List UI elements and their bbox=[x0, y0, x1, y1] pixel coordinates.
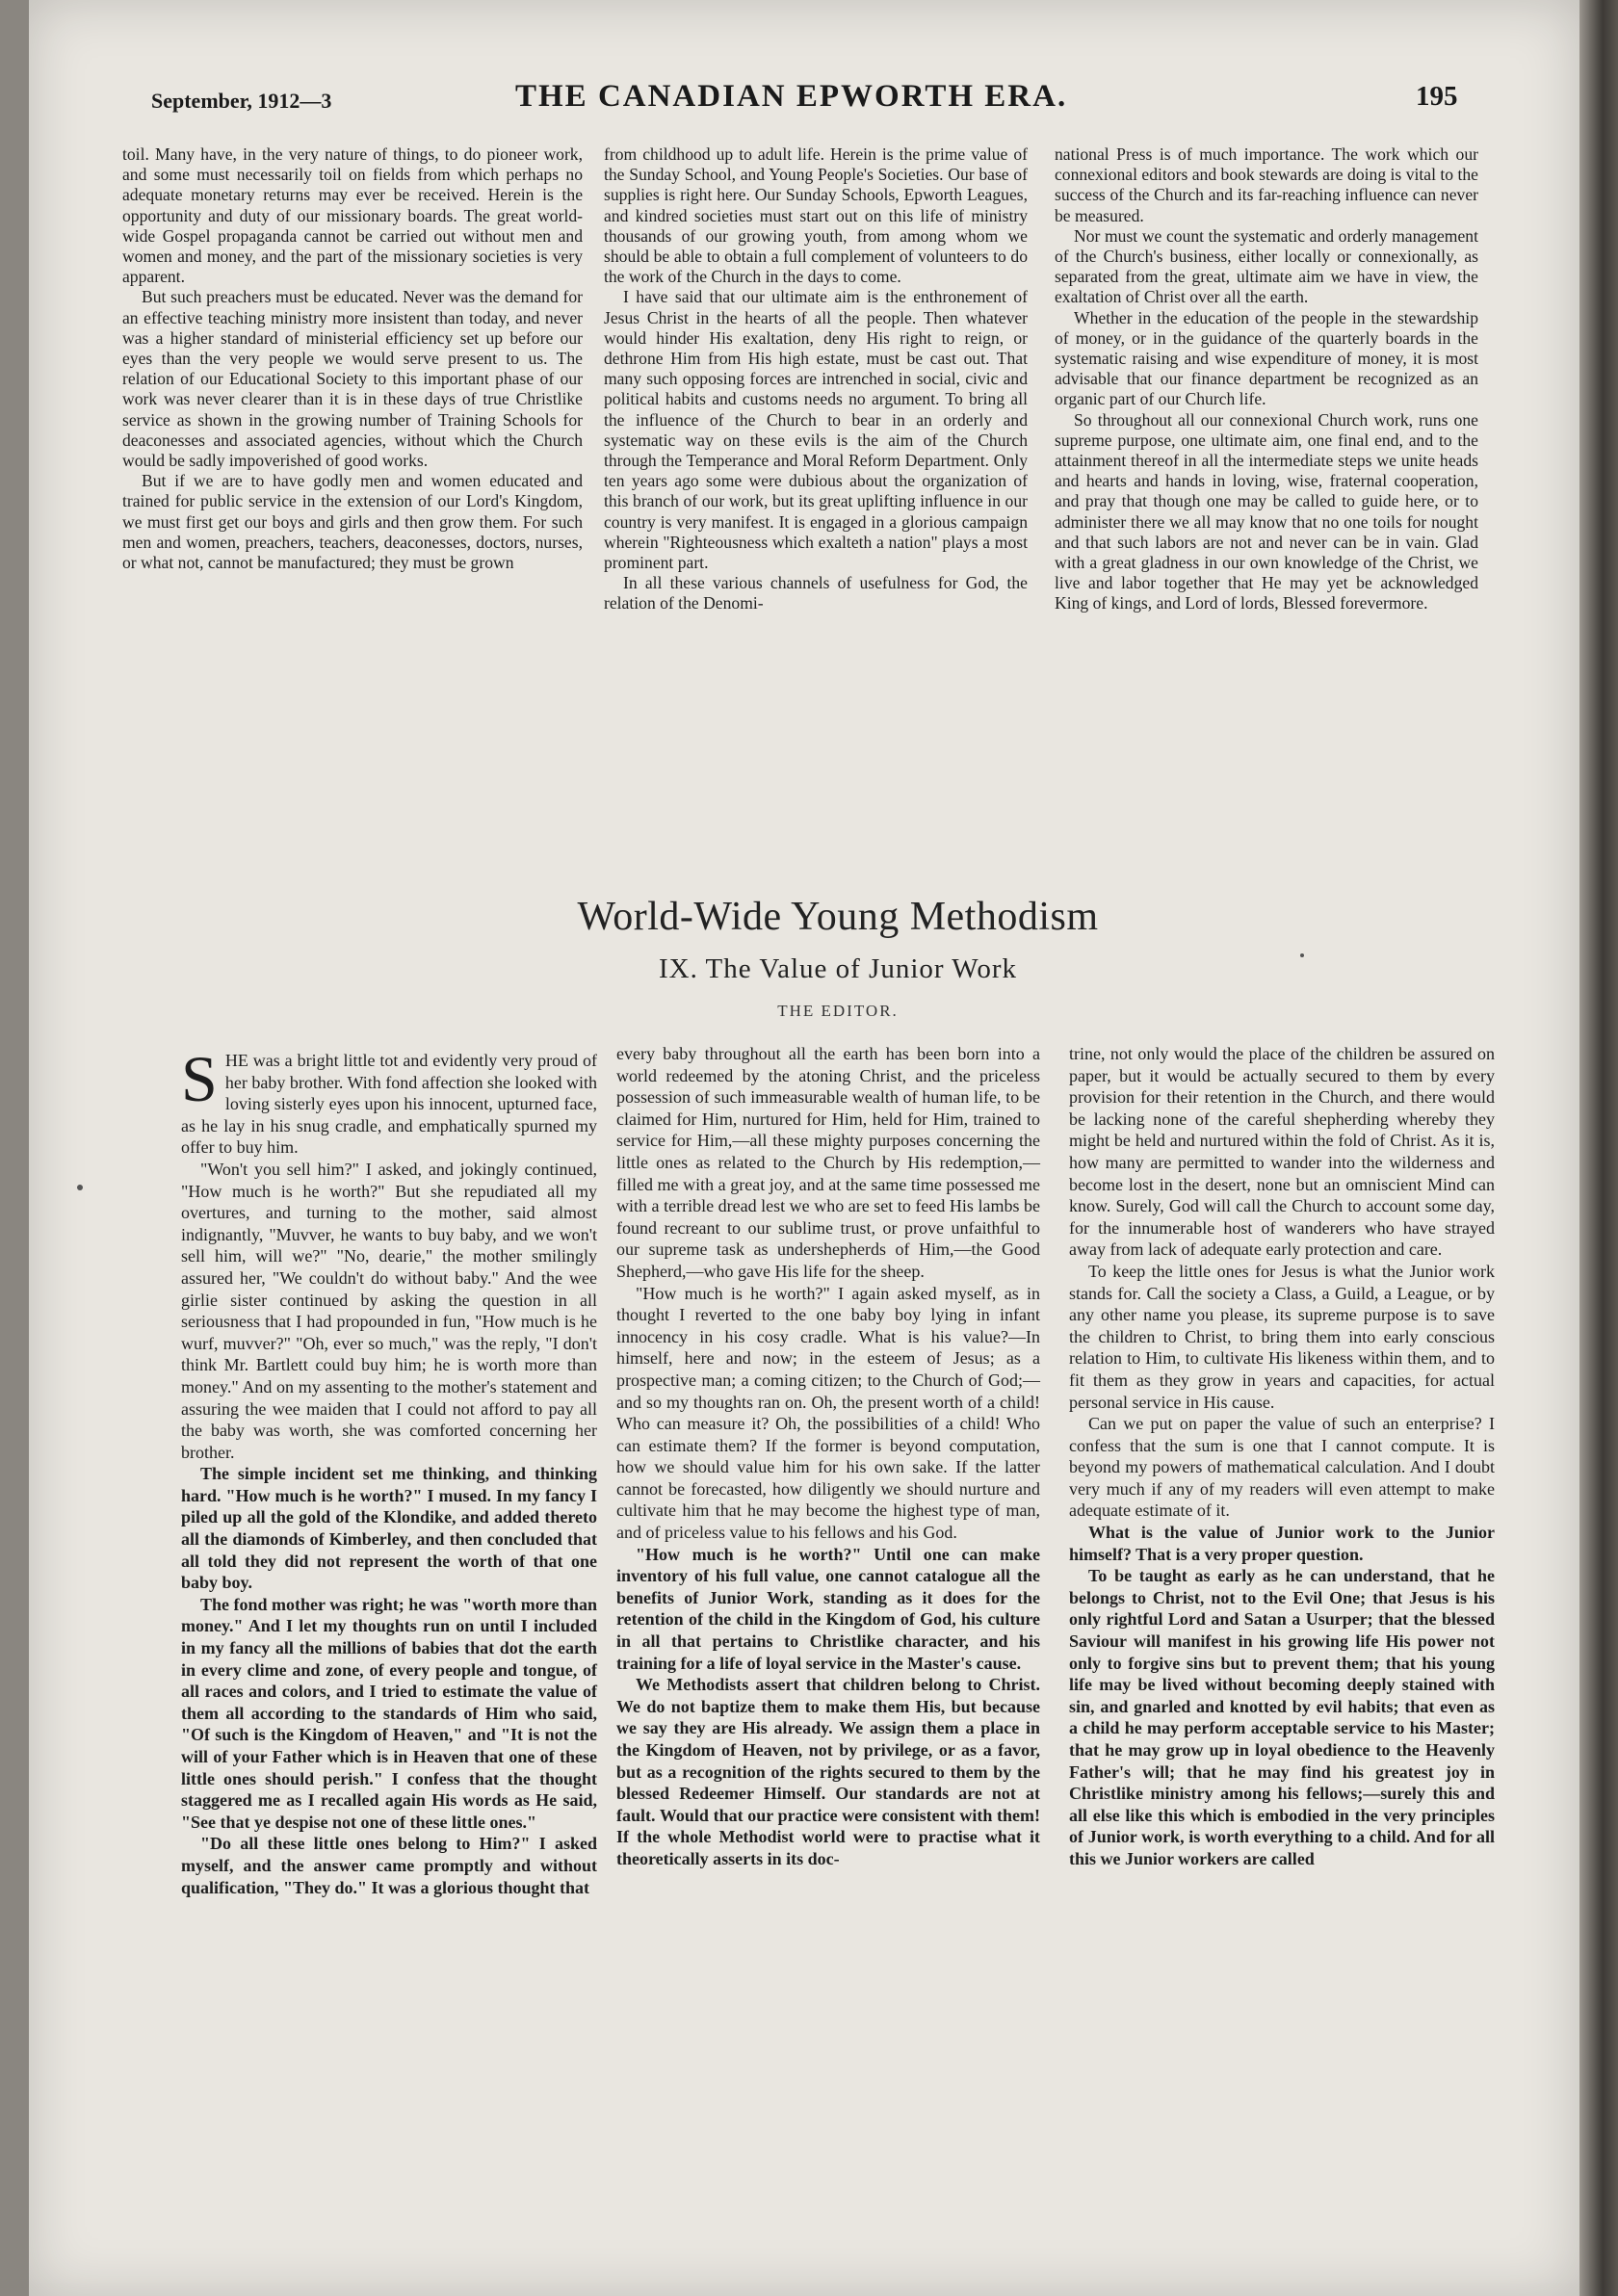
print-speck bbox=[1300, 953, 1304, 957]
paragraph: trine, not only would the place of the children be assured on paper, but it would be actually secured to them by every provision for their retention in the Church, and there would be lacking none of the careful shepherding whereby they might be held and nurtured within the fold of Christ. As it is, how many are permitted to wander into the wilderness and become lost in the desert, none but an omniscient Mind can know. Surely, God will call the Church to account some day, for the innumerable host of wanderers who have strayed away from lack of adequate early protection and care. bbox=[1069, 1044, 1495, 1260]
top-column-1 bbox=[122, 144, 583, 573]
paragraph: national Press is of much importance. The work which our connexional editors and book stewards are doing is vital to the success of the Church and its far-reaching influence can never be measured. bbox=[1055, 144, 1478, 225]
paragraph: "Do all these little ones belong to Him?" I asked myself, and the answer came promptly and without qualification, "They do." It was a glorious thought that bbox=[181, 1834, 597, 1897]
paragraph: What is the value of Junior work to the Junior himself? That is a very proper question. bbox=[1069, 1523, 1495, 1564]
paragraph: To be taught as early as he can understand, that he belongs to Christ, not to the Evil One; that Jesus is his only rightful Lord and Satan a Usurper; that the blessed Saviour will manifest in his growing life His power not only to forgive sins but to prevent them; that his young life may be lived without becoming deeply stained with sin, and gnarled and knotted by evil habits; that even as a child he may perform acceptable service to his Master; that he may grow up in loyal obedience to the Heavenly Father's will; that he may find his greatest joy in Christlike ministry among his fellows;—surely this and all else like this which is embodied in the very principles of Junior work, is worth everything to a child. And for all this we Junior workers are called bbox=[1069, 1566, 1495, 1868]
paragraph: Whether in the education of the people in the stewardship of money, or in the guidance of the quarterly boards in the systematic raising and wise expenditure of money, it is most advisable that our finance department be recognized as an organic part of our Church life. bbox=[1055, 307, 1478, 409]
paragraph: But such preachers must be educated. Never was the demand for an effective teaching ministry more insistent than today, and never was a higher standard of ministerial efficiency set up before our eyes than the very people we would serve present to us. The relation of our Educational Society to this important phase of our work was never clearer than it is in these days of true Christlike service as shown in the growing number of Training Schools for deaconesses and associated agencies, without which the Church would be sadly impoverished of good works. bbox=[122, 287, 583, 471]
paragraph: The simple incident set me thinking, and thinking hard. "How much is he worth?" I mused. In my fancy I piled up all the gold of the Klondike, and added thereto all the diamonds of Kimberley, and then concluded that all told they did not represent the worth of that one baby boy. bbox=[181, 1464, 597, 1593]
top-column-3 bbox=[1055, 144, 1478, 614]
paragraph: from childhood up to adult life. Herein is the prime value of the Sunday School, and Young People's Societies. Our base of supplies is right here. Our Sunday Schools, Epworth Leagues, and kindred societies must start out on this life of ministry thousands of our growing youth, from among whom we should be able to obtain a full complement of volunteers to do the work of the Church in the days to come. bbox=[604, 144, 1028, 287]
top-column-2 bbox=[604, 144, 1028, 614]
paragraph: But if we are to have godly men and women educated and trained for public service in the extension of our Lord's Kingdom, we must first get our boys and girls and then grow them. For such men and women, preachers, teachers, deaconesses, doctors, nurses, or what not, cannot be manufactured; they must be grown bbox=[122, 471, 583, 573]
page-number: 195 bbox=[1416, 81, 1458, 112]
paragraph: To keep the little ones for Jesus is what the Junior work stands for. Call the society a Class, a Guild, a League, or by any other name you please, its supreme purpose is to save the children to Christ, to bring them into early conscious relation to Him, to cultivate His likeness within them, and to fit them as they grow in years and capacities, for actual personal service in His cause. bbox=[1069, 1261, 1495, 1412]
article-title: World-Wide Young Methodism bbox=[577, 895, 1099, 939]
paragraph: "How much is he worth?" Until one can make inventory of his full value, one cannot catalogue all the benefits of Junior Work, standing as it does for the retention of the child in the Kingdom of God, his culture in all that pertains to Christlike character, and his training for a life of loyal service in the Master's cause. bbox=[616, 1544, 1040, 1673]
print-speck bbox=[77, 1185, 83, 1190]
paragraph: Nor must we count the systematic and orderly management of the Church's business, either locally or connexionally, as separated from the great, ultimate aim we have in view, the exaltation of Christ over all the earth. bbox=[1055, 225, 1478, 307]
paragraph: Can we put on paper the value of such an enterprise? I confess that the sum is one that I cannot compute. It is beyond my powers of mathematical calculation. And I doubt very much if any of my readers will even attempt to make adequate estimate of it. bbox=[1069, 1414, 1495, 1521]
paragraph: every baby throughout all the earth has been born into a world redeemed by the atoning Christ, and the priceless possession of such immeasurable wealth of human life, to be claimed for Him, nurtured for Him, held for Him, trained to service for Him,—all these mighty purposes concerning the little ones as related to the Church by His redemption,—filled me with a great joy, and at the same time possessed me with a terrible dread lest we who are set to feed His lambs be found recreant to our sublime trust, or prove unfaithful to our supreme task as undershepherds of Him,—the Good Shepherd,—who gave His life for the sheep. bbox=[616, 1044, 1040, 1281]
article-column-1 bbox=[181, 1042, 597, 1898]
paragraph: toil. Many have, in the very nature of things, to do pioneer work, and some must necessarily toil on fields from which perhaps no adequate monetary returns may ever be received. Herein is the opportunity and duty of our missionary boards. The great world-wide Gospel propaganda cannot be carried out without men and women and money, and the part of the missionary societies is very apparent. bbox=[122, 144, 583, 287]
drop-cap: S bbox=[181, 1042, 218, 1115]
article-subtitle: IX. The Value of Junior Work bbox=[658, 953, 1017, 984]
running-header bbox=[120, 79, 1469, 127]
paragraph: We Methodists assert that children belong to Christ. We do not baptize them to make them His, but because we say they are His already. We assign them a place in the Kingdom of Heaven, not by privilege, or as a favor, but as a recognition of the rights secured to them by the blessed Redeemer Himself. Our standards are not at fault. Would that our practice were consistent with them! If the whole Methodist world were to practise what it theoretically asserts in its doc- bbox=[616, 1675, 1040, 1868]
paragraph: So throughout all our connexional Church work, runs one supreme purpose, one ultimate aim, one final end, and to the attainment thereof in all the intermediate steps we unite heads and hearts and hands in loving, wise, fraternal cooperation, and pray that though one may be called to guide here, or to administer there we all may know that no one toils for nought and that such labors are not and never can be in vain. Glad with a great gladness in our own knowledge of the Christ, we live and labor together that He may yet be acknowledged King of kings, and Lord of lords, Blessed forevermore. bbox=[1055, 409, 1478, 613]
article-column-3 bbox=[1069, 1043, 1495, 1870]
paragraph: "How much is he worth?" I again asked myself, as in thought I reverted to the one baby boy lying in infant innocency in his cosy cradle. What is his value?—In himself, here and now; in the esteem of Jesus; as a prospective man; a coming citizen; to the Church of God;—and so my thoughts ran on. Oh, the present worth of a child! Who can measure it? Oh, the possibilities of a child! Who can estimate them? If the former is beyond computation, how we should value him for his own sake. If the latter cannot be forecasted, how diligently we should nurture and cultivate him that he may become the highest type of man, and of priceless value to his fellows and his God. bbox=[616, 1283, 1040, 1543]
paragraph: The fond mother was right; he was "worth more than money." And I let my thoughts run on until I included in my fancy all the millions of babies that dot the earth in every clime and zone, of every people and tongue, of all races and colors, and I tried to estimate the value of them all according to the standards of Him who said, "Of such is the Kingdom of Heaven," and "It is not the will of your Father which is in Heaven that one of these little ones should perish." I confess that the thought staggered me as I recalled again His words as He said, "See that ye despise not one of these little ones." bbox=[181, 1594, 597, 1832]
publication-title: THE CANADIAN EPWORTH ERA. bbox=[515, 79, 1068, 114]
article-column-2 bbox=[616, 1043, 1040, 1870]
paragraph bbox=[181, 1042, 597, 1159]
paragraph-text: HE was a bright little tot and evidently very proud of her baby brother. With fond affection she looked with loving sisterly eyes upon his innocent, upturned face, as he lay in his snug cradle, and emphatically spurned my offer to buy him. bbox=[181, 1051, 597, 1158]
paragraph: "Won't you sell him?" I asked, and jokingly continued, "How much is he worth?" But she repudiated all my overtures, and turning to the mother, said almost indignantly, "Muvver, he wants to buy baby, and we won't sell him, will we?" "No, dearie," the mother smilingly assured her, "We couldn't do without baby." And the wee girlie sister continued by asking the question in all seriousness that I had propounded in fun, "How much is he wurf, muvver?" "Oh, ever so much," was the reply, "I don't think Mr. Bartlett could buy him; he is worth more than money." And on my assenting to the mother's statement and assuring the wee maiden that I could not afford to pay all the baby was worth, she was comforted concerning her brother. bbox=[181, 1159, 597, 1462]
issue-date: September, 1912—3 bbox=[151, 89, 332, 113]
paragraph: In all these various channels of usefulness for God, the relation of the Denomi- bbox=[604, 573, 1028, 613]
paragraph: I have said that our ultimate aim is the enthronement of Jesus Christ in the hearts of all the people. Then whatever would hinder His exaltation, deny His right to reign, or dethrone Him from His high estate, must be cast out. That many such opposing forces are intrenched in social, civic and political habits and customs needs no argument. To bring all the influence of the Church to bear in an orderly and systematic way on these evils is the aim of the Church through the Temperance and Moral Reform Department. Only ten years ago some were dubious about the organization of this branch of our work, but its great uplifting influence in our country is very manifest. It is engaged in a glorious campaign wherein "Righteousness which exalteth a nation" plays a most prominent part. bbox=[604, 287, 1028, 573]
page-binding-edge bbox=[1579, 0, 1618, 2296]
article-byline: THE EDITOR. bbox=[777, 1002, 899, 1020]
magazine-page bbox=[29, 0, 1579, 2296]
